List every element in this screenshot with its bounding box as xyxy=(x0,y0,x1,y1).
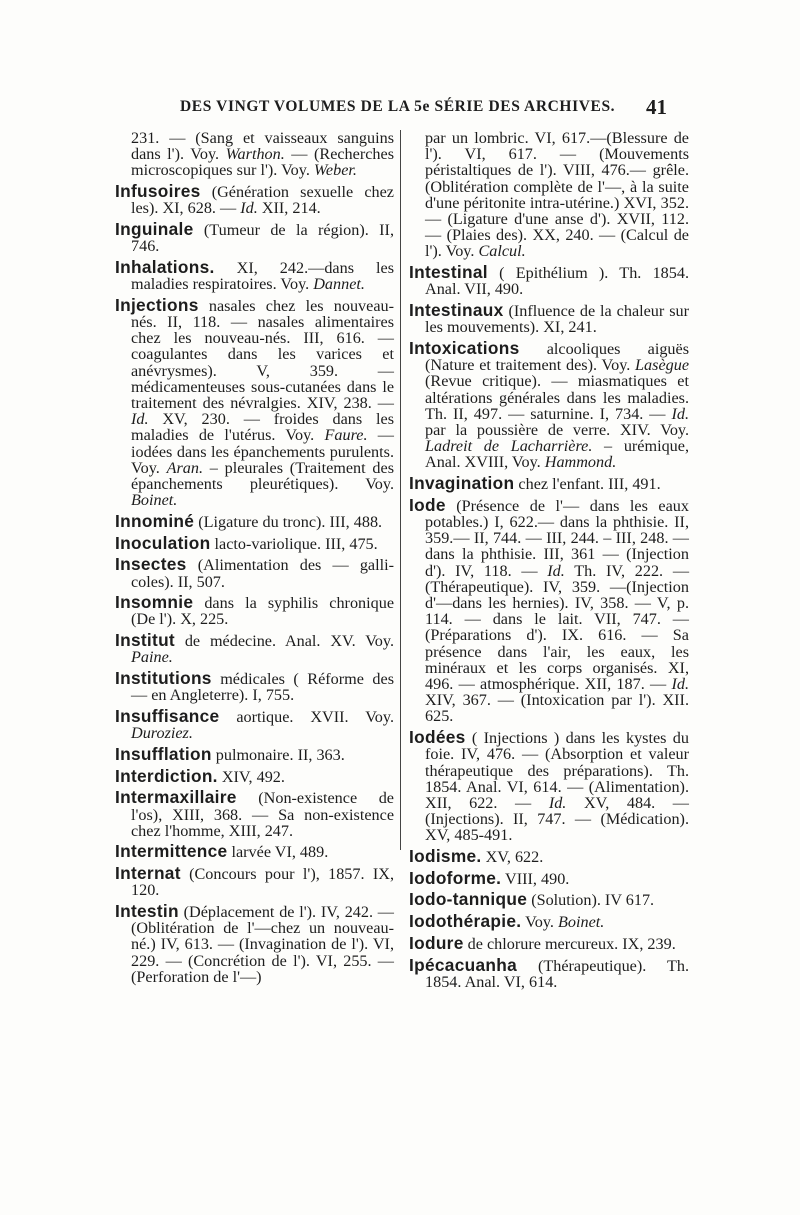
entry-reference-name: Aran. xyxy=(166,458,203,477)
entry-text: (Tumeur de la région). II, 746. xyxy=(131,221,394,256)
entry-text: — (Recherches microscopiques sur l'). Voy. xyxy=(131,145,394,180)
entry-text: (Non-existence de l'os), XIII, 368. — Sa non-existence chez l'homme, XIII, 247. xyxy=(131,789,394,840)
entry-headword: Inoculation xyxy=(115,532,211,553)
entry-text: Voy. xyxy=(521,913,558,932)
entry-reference-name: Id. xyxy=(671,404,689,423)
entry-headword: Ipécacuanha xyxy=(409,954,517,975)
entry-text: dans la syphilis chronique (De l'). X, 225. xyxy=(131,594,394,629)
entry-text: par un lombric. VI, 617.—(Blessure de l'). VI, 617. — (Mouvements péristaltiques de l'). VIII, 476.— grêle. (Oblitération complète de l'—, à la suite d'une péritonite intra-utérine.) XVI, 352. — (Ligature d'une anse d'). XVII, 112. — (Plaies des). XX, 240. — (Calcul de l'). Voy. xyxy=(425,129,689,261)
entry-text: (Ligature du tronc). III, 488. xyxy=(194,512,383,531)
index-entry xyxy=(115,765,394,786)
entry-text: (Alimentation des — galli-coles). II, 507. xyxy=(131,556,394,591)
entry-reference-name: Id. xyxy=(548,793,567,812)
running-header xyxy=(0,95,800,122)
entry-text: (Solution). IV 617. xyxy=(527,891,655,910)
index-entry xyxy=(115,221,394,254)
entry-text: XIV, 367. — (Intoxication par l'). XII. 625. xyxy=(425,691,689,726)
entry-headword: Intestinaux xyxy=(409,300,504,321)
entry-headword: Insufflation xyxy=(115,743,212,764)
entry-headword: Innominé xyxy=(115,510,195,531)
index-entry xyxy=(409,848,689,865)
index-entry xyxy=(115,708,394,741)
index-entry xyxy=(115,903,394,985)
entry-headword: Institutions xyxy=(115,668,212,689)
entry-text: larvée VI, 489. xyxy=(227,843,329,862)
index-entry xyxy=(115,632,394,665)
index-entry xyxy=(115,532,394,553)
index-entry xyxy=(115,183,394,216)
entry-reference-name: Id. xyxy=(240,199,258,218)
entry-headword: Intermaxillaire xyxy=(115,787,237,808)
index-entry xyxy=(409,954,689,991)
index-entry xyxy=(115,789,394,839)
entry-headword: Institut xyxy=(115,630,175,651)
entry-headword: Inhalations. xyxy=(115,256,215,277)
entry-reference-name: Warthon. xyxy=(225,145,285,164)
entry-reference-name: Boinet. xyxy=(131,491,178,510)
entry-text: (Influence de la chaleur sur les mouvements). XI, 241. xyxy=(425,302,689,337)
entry-text: (Présence de l'— dans les eaux potables.) I, 622.— dans la phthisie. II, 359.— II, 744. — III, 244. – III, 248. — dans la phthisie. III, 361 — (Injection d'). IV, 118. — xyxy=(425,496,689,580)
entry-reference-name: Paine. xyxy=(131,648,173,667)
entry-reference-name: Dannet. xyxy=(313,275,365,294)
index-entry xyxy=(115,256,394,294)
entry-reference-name: Id. xyxy=(131,410,149,429)
header-title: DES VINGT VOLUMES DE LA 5e SÉRIE DES ARCHIVES. xyxy=(180,98,616,115)
entry-text: de médecine. Anal. XV. Voy. xyxy=(175,632,394,651)
entry-text: par la poussière de verre. XIV. Voy. xyxy=(425,420,689,439)
index-entry xyxy=(409,913,689,930)
entry-headword: Intestinal xyxy=(409,262,488,283)
entry-text: (Thérapeutique). Th. 1854. Anal. VI, 614. xyxy=(425,956,689,991)
entry-headword: Insomnie xyxy=(115,592,194,613)
entry-reference-name: Ladreit de Lacharrière. xyxy=(425,437,593,456)
entry-text: XV, 622. xyxy=(481,848,544,867)
entry-headword: Iodothérapie. xyxy=(409,911,522,932)
left-column xyxy=(115,130,394,990)
index-entry xyxy=(409,494,690,726)
entry-headword: Injections xyxy=(115,294,199,315)
entry-headword: Iodées xyxy=(409,727,466,748)
entry-reference-name: Calcul. xyxy=(478,242,526,261)
entry-text: (Génération sexuelle chez les). XI, 628. — xyxy=(131,183,394,218)
entry-headword: Inguinale xyxy=(115,219,194,240)
index-entry xyxy=(115,594,394,627)
entry-headword: Insectes xyxy=(115,554,187,575)
column-divider xyxy=(400,130,401,850)
index-entry xyxy=(409,867,689,888)
entry-text: XI, 242.—dans les maladies respiratoires. Voy. xyxy=(131,258,394,294)
entry-reference-name: Weber. xyxy=(313,161,357,180)
entry-text: (Déplacement de l'). IV, 242. — (Oblitération de l'—chez un nouveau-né.) IV, 613. — (Invagination de l'). VI, 229. — (Concrétion de l'). VI, 255. — (Perforation de l'—) xyxy=(131,903,394,986)
index-entry xyxy=(409,302,689,335)
entry-text: nasales chez les nouveau-nés. II, 118. — nasales alimentaires chez les nouveau-nés. III, 616. — coagulantes dans les varices et anévrysmes). V, 359. — médicamenteuses sous-cutanées dans le traitement des névralgies. XIV, 238. — xyxy=(131,296,394,413)
index-entry xyxy=(115,130,394,179)
entry-headword: Intoxications xyxy=(409,337,520,358)
entry-text: médicales ( Réforme des — en Angleterre). I, 755. xyxy=(131,670,394,705)
index-entry xyxy=(115,865,394,898)
entry-text: Th. IV, 222. — (Thérapeutique). IV, 359. —(Injection d'—dans les hernies). IV, 358. — V, p. 114. — dans le lait. VII, 747. — (Préparations d'). IX. 616. — Sa présence dans l'air, les eaux, les minéraux et les corps organisés. XI, 496. — atmosphérique. XII, 187. — xyxy=(425,561,690,693)
entry-reference-name: Id. xyxy=(671,675,689,693)
index-entry xyxy=(115,510,394,531)
entry-headword: Iode xyxy=(409,494,446,515)
index-entry xyxy=(409,337,689,472)
entry-text: XV, 484. — (Injections). II, 747. — (Médication). XV, 485-491. xyxy=(425,793,689,845)
entry-reference-name: Hammond. xyxy=(544,453,617,472)
index-entry xyxy=(115,670,394,703)
entry-text: alcooliques aiguës (Nature et traitement des). Voy. xyxy=(425,339,689,375)
index-entry xyxy=(115,556,394,589)
entry-headword: Iodoforme. xyxy=(409,867,502,888)
right-column xyxy=(409,130,689,994)
index-entry xyxy=(409,264,689,297)
page-number: 41 xyxy=(646,95,667,119)
entry-reference-name: Lasègue xyxy=(635,356,689,375)
index-entry xyxy=(409,729,689,843)
entry-text: ( Injections ) dans les kystes du foie. IV, 476. — (Absorption et valeur thérapeutique des préparations). Th. 1854. Anal. VI, 614. — (Alimentation). XII, 622. — xyxy=(425,729,689,812)
entry-text: chez l'enfant. III, 491. xyxy=(514,475,661,494)
index-entry xyxy=(115,294,394,510)
entry-headword: Interdiction. xyxy=(115,765,218,786)
entry-text: VIII, 490. xyxy=(501,869,570,888)
entry-text: XV, 230. — froides dans les maladies de l'utérus. Voy. xyxy=(131,410,394,445)
entry-headword: Iodisme. xyxy=(409,846,482,867)
entry-headword: Invagination xyxy=(409,473,515,494)
entry-text: — iodées dans les épanchements purulents. Voy. xyxy=(131,426,394,477)
index-entry xyxy=(409,130,689,260)
index-entry xyxy=(409,891,689,908)
index-entry xyxy=(409,932,689,953)
entry-headword: Iodo-tannique xyxy=(409,889,528,910)
entry-headword: Insuffisance xyxy=(115,706,220,726)
entry-text: – urémique, Anal. XVIII, Voy. xyxy=(425,437,689,472)
entry-reference-name: Faure. xyxy=(324,426,368,445)
index-entry xyxy=(115,743,394,764)
entry-headword: Iodure xyxy=(409,932,464,953)
entry-reference-name: Id. xyxy=(547,561,565,580)
entry-text: de chlorure mercureux. IX, 239. xyxy=(463,934,676,953)
entry-text: XIV, 492. xyxy=(217,767,285,786)
entry-text: 231. — (Sang et vaisseaux sanguins dans l'). Voy. xyxy=(131,129,394,164)
entry-reference-name: Duroziez. xyxy=(131,724,193,743)
entry-text: ( Epithélium ). Th. 1854. Anal. VII, 490. xyxy=(425,264,689,299)
entry-reference-name: Boinet. xyxy=(558,913,605,932)
entry-text: XII, 214. xyxy=(257,199,321,218)
entry-text: (Concours pour l'), 1857. IX, 120. xyxy=(131,865,394,900)
index-entry xyxy=(115,843,394,860)
entry-text: pulmonaire. II, 363. xyxy=(211,745,345,764)
entry-headword: Intestin xyxy=(115,901,179,922)
entry-text: lacto-variolique. III, 475. xyxy=(210,534,378,553)
entry-text: – pleurales (Traitement des épanchements pleurétiques). Voy. xyxy=(131,458,394,494)
entry-text: aortique. XVII. Voy. xyxy=(219,708,394,726)
entry-headword: Infusoires xyxy=(115,181,201,202)
entry-headword: Intermittence xyxy=(115,841,228,862)
entry-headword: Internat xyxy=(115,863,181,884)
entry-text: (Revue critique). — miasmatiques et altérations générales dans les maladies. Th. II, 497. — saturnine. I, 734. — xyxy=(425,372,689,423)
index-entry xyxy=(409,475,689,492)
